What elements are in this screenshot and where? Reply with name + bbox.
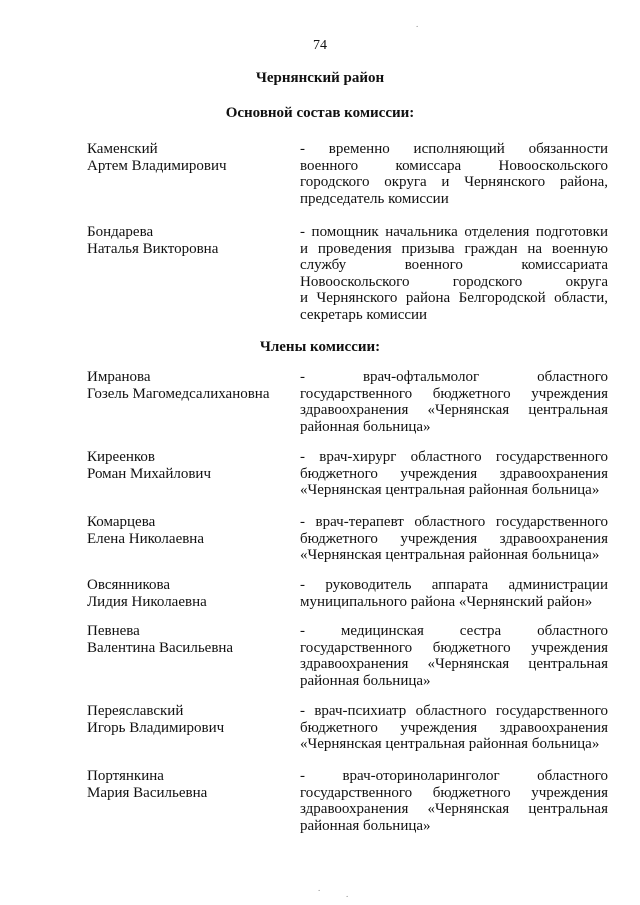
member-given-names: Игорь Владимирович bbox=[87, 719, 225, 736]
role-line: - помощник начальника отделения подготовки bbox=[300, 224, 608, 240]
member-surname: Имранова bbox=[87, 369, 151, 385]
role-line: городского округа и Чернянского района, bbox=[300, 174, 608, 190]
member-given-names: Роман Михайлович bbox=[87, 465, 211, 482]
role-line: бюджетного учреждения здравоохранения bbox=[300, 530, 608, 547]
role-line: - врач-хирург областного государственного bbox=[300, 449, 608, 465]
role-line: «Чернянская центральная районная больница» bbox=[300, 736, 600, 752]
role-line: председатель комиссии bbox=[300, 190, 449, 207]
member-role bbox=[300, 703, 608, 753]
role-line: военного комиссара Новооскольского bbox=[300, 157, 608, 174]
member-role bbox=[300, 623, 608, 689]
member-given-names: Валентина Васильевна bbox=[87, 639, 234, 656]
role-line: Новооскольского городского округа bbox=[300, 273, 608, 290]
member-name bbox=[87, 703, 287, 736]
member-name bbox=[87, 449, 287, 482]
member-surname: Бондарева bbox=[87, 224, 154, 240]
member-given-names: Лидия Николаевна bbox=[87, 593, 207, 610]
role-line: секретарь комиссии bbox=[300, 306, 428, 323]
member-name bbox=[87, 623, 287, 656]
member-surname: Каменский bbox=[87, 141, 158, 157]
member-surname: Портянкина bbox=[87, 768, 164, 784]
member-given-names: Гозель Магомедсалихановна bbox=[87, 385, 270, 402]
member-given-names: Артем Владимирович bbox=[87, 157, 227, 174]
role-line: «Чернянская центральная районная больница» bbox=[300, 547, 600, 563]
role-line: бюджетного учреждения здравоохранения bbox=[300, 719, 608, 736]
member-name bbox=[87, 577, 287, 610]
member-surname: Переяславский bbox=[87, 703, 184, 719]
role-line: - врач-оториноларинголог областного bbox=[300, 768, 608, 784]
member-surname: Овсянникова bbox=[87, 577, 171, 593]
member-role bbox=[300, 141, 608, 207]
member-surname: Певнева bbox=[87, 623, 140, 639]
member-given-names: Наталья Викторовна bbox=[87, 240, 219, 257]
member-surname: Комарцева bbox=[87, 514, 156, 530]
role-line: - врач-офтальмолог областного bbox=[300, 369, 608, 385]
role-line: и проведения призыва граждан на военную bbox=[300, 240, 608, 257]
main-composition-heading: Основной состав комиссии: bbox=[225, 105, 415, 121]
member-name bbox=[87, 369, 287, 402]
role-line: и Чернянского района Белгородской области, bbox=[300, 290, 608, 306]
member-name bbox=[87, 768, 287, 801]
member-name bbox=[87, 514, 287, 547]
members-heading: Члены комиссии: bbox=[259, 339, 381, 355]
member-role bbox=[300, 449, 608, 499]
member-role bbox=[300, 577, 608, 610]
role-line: здравоохранения «Чернянская центральная bbox=[300, 656, 608, 672]
role-line: здравоохранения «Чернянская центральная bbox=[300, 801, 608, 817]
role-line: районная больница» bbox=[300, 672, 431, 689]
role-line: - врач-терапевт областного государственного bbox=[300, 514, 608, 530]
role-line: муниципального района «Чернянский район» bbox=[300, 593, 593, 610]
scan-speck: . bbox=[346, 889, 349, 899]
district-title: Чернянский район bbox=[255, 70, 385, 86]
role-line: государственного бюджетного учреждения bbox=[300, 784, 608, 801]
role-line: - медицинская сестра областного bbox=[300, 623, 608, 639]
role-line: - врач-психиатр областного государственного bbox=[300, 703, 608, 719]
scan-speck: . bbox=[416, 19, 419, 29]
member-role bbox=[300, 224, 608, 323]
role-line: «Чернянская центральная районная больница» bbox=[300, 482, 600, 498]
member-role bbox=[300, 514, 608, 564]
role-line: районная больница» bbox=[300, 418, 431, 435]
role-line: - временно исполняющий обязанности bbox=[300, 141, 608, 157]
role-line: районная больница» bbox=[300, 817, 431, 834]
member-role bbox=[300, 369, 608, 435]
role-line: бюджетного учреждения здравоохранения bbox=[300, 465, 608, 482]
role-line: - руководитель аппарата администрации bbox=[300, 577, 608, 593]
page-number: 74 bbox=[313, 38, 327, 53]
role-line: службу военного комиссариата bbox=[300, 257, 608, 273]
role-line: здравоохранения «Чернянская центральная bbox=[300, 402, 608, 418]
member-name bbox=[87, 224, 287, 257]
member-role bbox=[300, 768, 608, 834]
member-given-names: Елена Николаевна bbox=[87, 530, 204, 547]
member-surname: Киреенков bbox=[87, 449, 155, 465]
scan-speck: . bbox=[318, 883, 321, 893]
role-line: государственного бюджетного учреждения bbox=[300, 385, 608, 402]
member-given-names: Мария Васильевна bbox=[87, 784, 208, 801]
role-line: государственного бюджетного учреждения bbox=[300, 639, 608, 656]
member-name bbox=[87, 141, 287, 174]
